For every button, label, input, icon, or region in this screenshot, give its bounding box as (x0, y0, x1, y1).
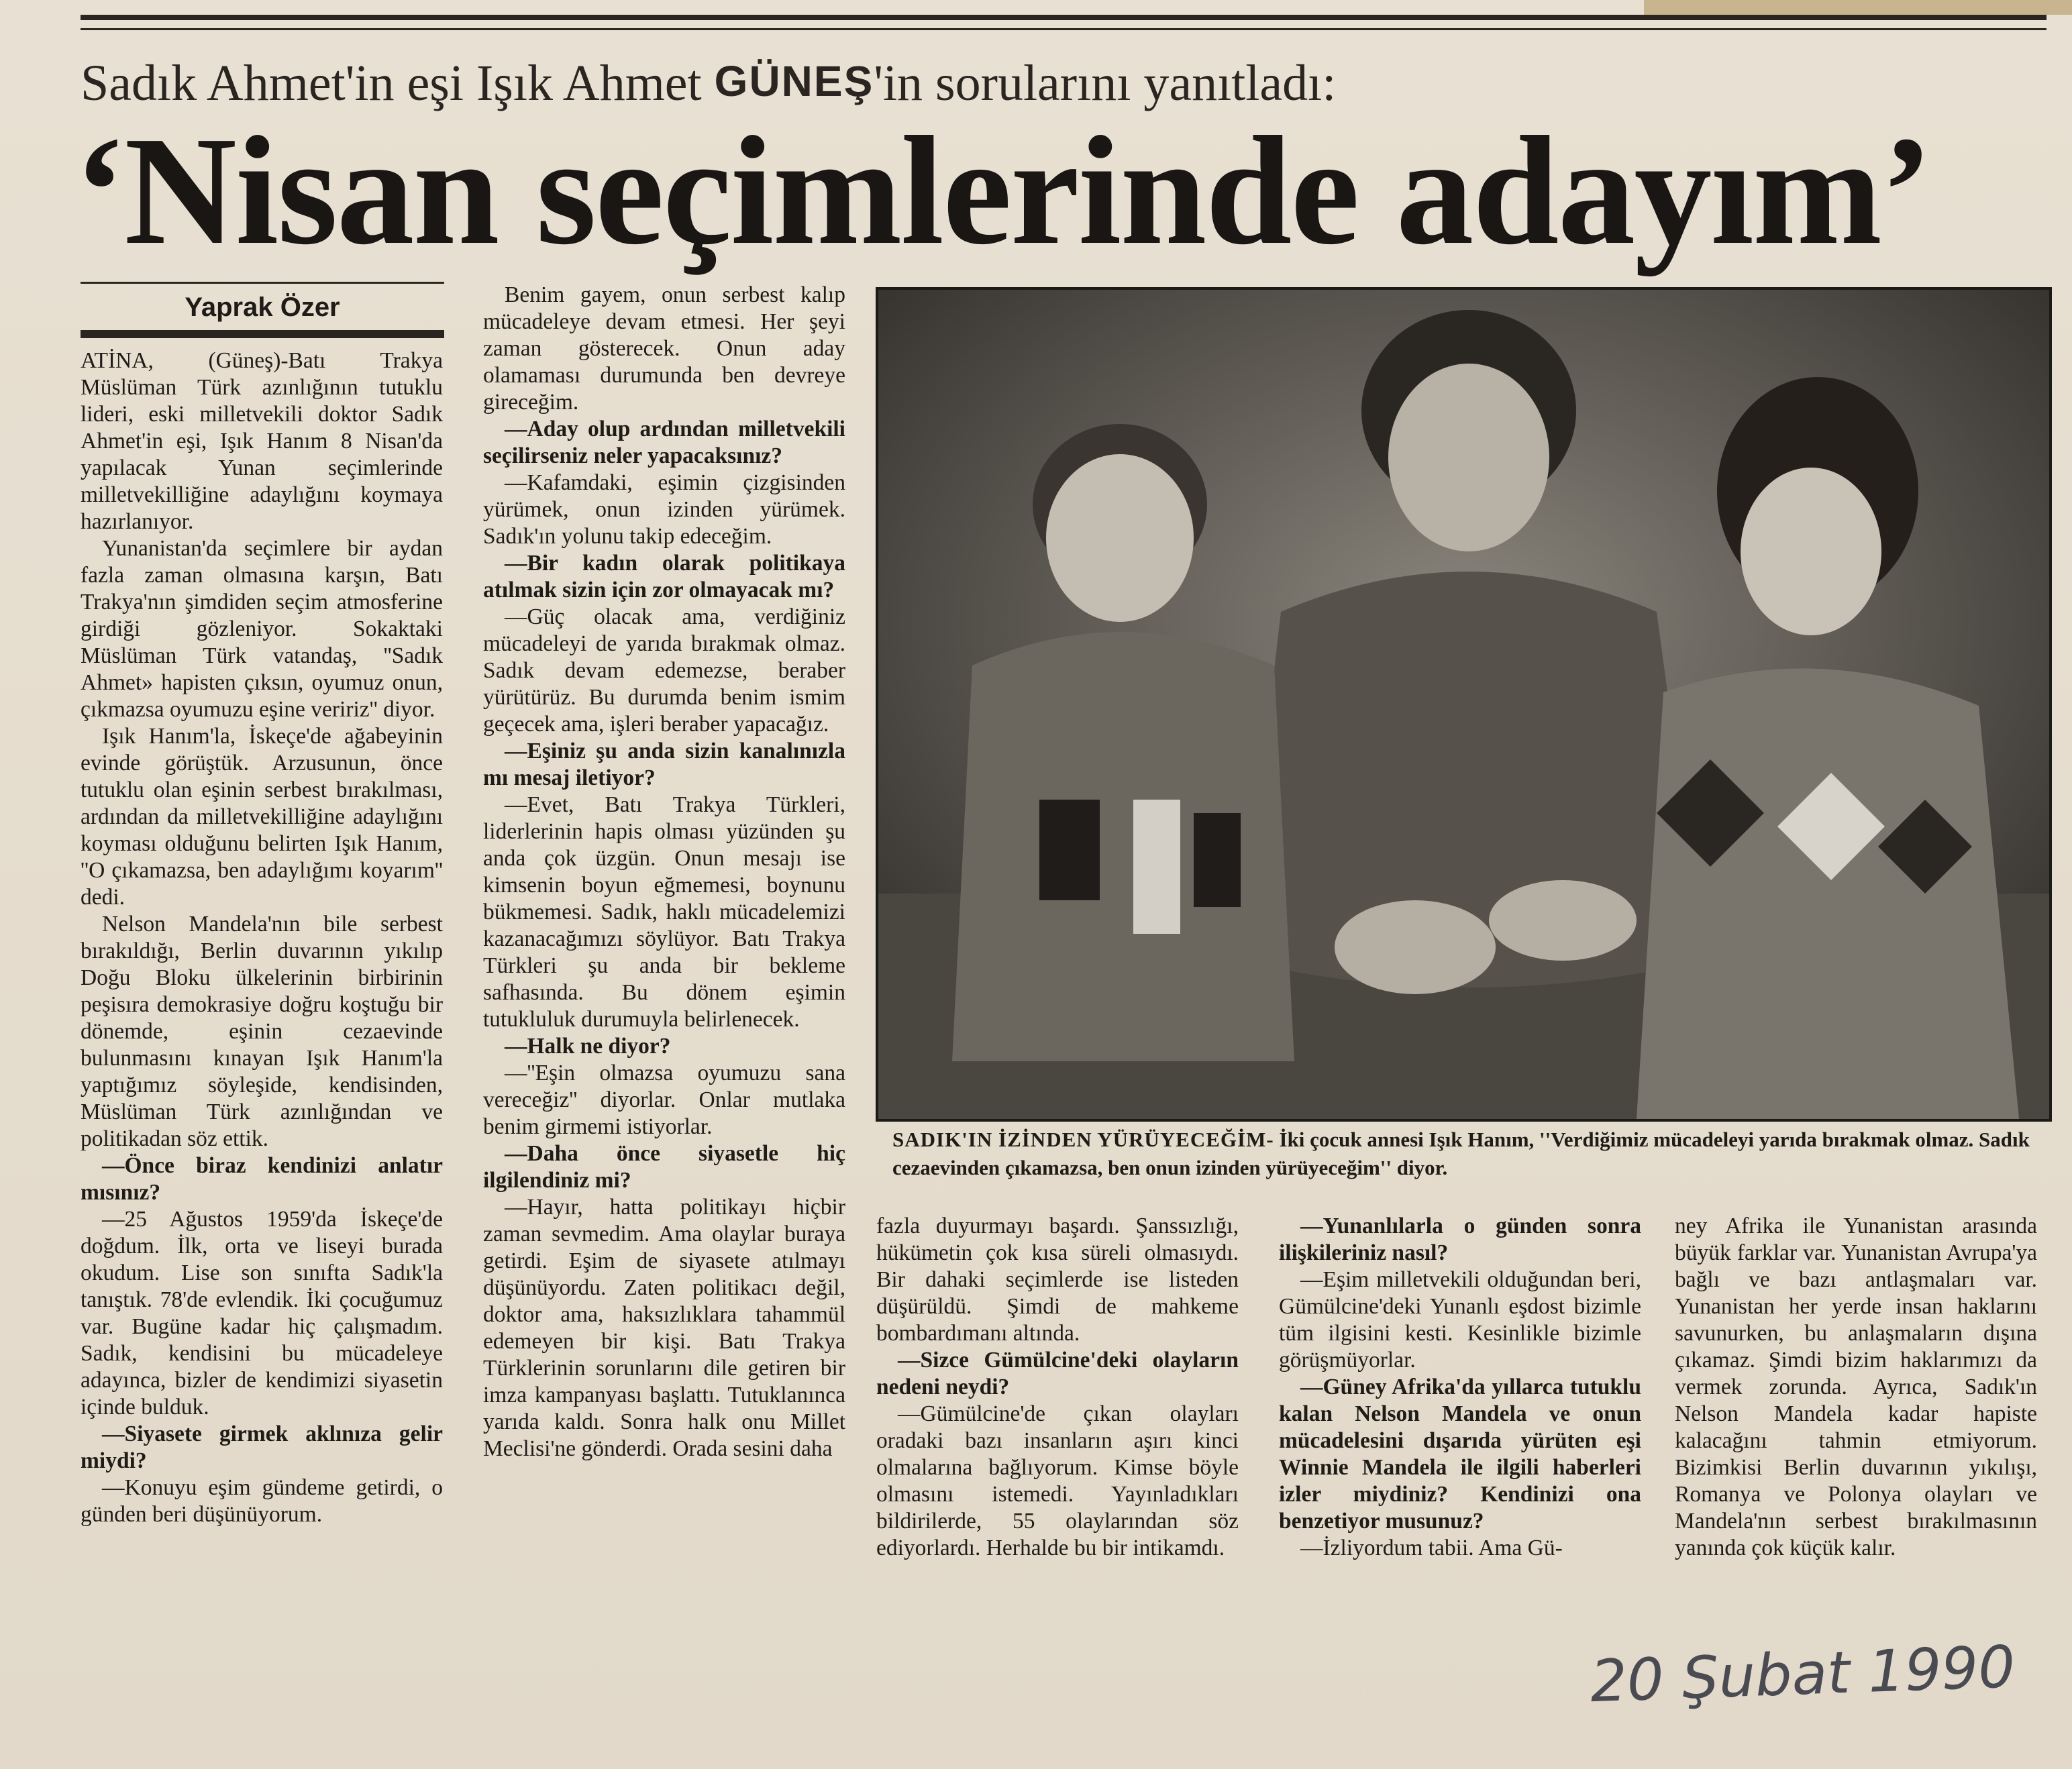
girl-sweater (1637, 668, 2019, 1119)
hand-left (1335, 900, 1496, 994)
interview-question: —Bir kadın olarak politikaya atılmak sizin için zor olmayacak mı? (483, 551, 845, 602)
photo-caption-lead: SADIK'IN İZİNDEN YÜRÜYECEĞİM- (892, 1128, 1274, 1151)
article-paragraph: —Eşim milletvekili olduğundan beri, Gümülcine'deki Yunanlı eşdost bizimle tüm ilgisini kesti. Kesinlikle bizimle görüşmüyorlar. (1279, 1267, 1641, 1373)
paper-scrap (1644, 0, 2072, 15)
interview-question: —Sizce Gümülcine'deki olayların nedeni neydi? (876, 1348, 1239, 1399)
article-paragraph: —Konuyu eşim gündeme getirdi, o günden beri düşünüyorum. (81, 1475, 443, 1527)
hand-right (1489, 880, 1637, 961)
mother-face (1388, 364, 1549, 551)
family-photo (876, 287, 2052, 1122)
byline-rule-bottom (81, 330, 444, 338)
article-paragraph: Işık Hanım'la, İskeçe'de ağabeyinin evinde görüştük. Arzusunun, önce tutuklu olan eşinin serbest bırakılması, ardından da milletvekilliğine adaylığını koyması olduğunu belirten Işık Hanım, ''O çıkamazsa, ben adaylığımı koyarım'' dedi. (81, 724, 443, 910)
article-column-4 (1279, 1213, 1641, 1609)
interview-question: —Daha önce siyasetle hiç ilgilendiniz mi? (483, 1141, 845, 1193)
article-column-5 (1675, 1213, 2037, 1609)
article-paragraph: —''Eşin olmazsa oyumuzu sana vereceğiz'' diyorlar. Onlar mutlaka benim girmemi istiyorlar. (483, 1061, 845, 1139)
article-paragraph: —Güç olacak ama, verdiğiniz mücadeleyi de yarıda bırakmak olmaz. Sadık devam edemezse, beraber yürütürüz. Bu durumda benim ismim geçecek ama, işleri beraber yapacağız. (483, 604, 845, 737)
article-paragraph: —Hayır, hatta politikayı hiçbir zaman sevmedim. Ama olaylar buraya getirdi. Eşim de siyasete atılmayı düşünüyordu. Zaten politikacı değil, doktor ama, haksızlıklara tahammül edemeyen bir kişi. Batı Trakya Türklerinin sorunlarını dile getiren bir imza kampanyası başlattı. Tutuklanınca yarıda kaldı. Sonra halk onu Millet Meclisi'ne gönderdi. Orada sesini daha (483, 1195, 845, 1461)
article-paragraph: Nelson Mandela'nın bile serbest bırakıldığı, Berlin duvarının yıkılıp Doğu Bloku ülkelerinin birbirinin peşisıra demokrasiye doğru koştuğu bir dönemde, eşinin cezaevinde bulunmasını kınayan Işık Hanım'la yaptığımız söyleşide, kendisinden, Müslüman Türk azınlığından ve politikadan söz ettik. (81, 912, 443, 1151)
kicker-text-before: Sadık Ahmet'in eşi Işık Ahmet (81, 55, 715, 111)
handwritten-date: 20 Şubat 1990 (1589, 1633, 2016, 1716)
article-column-2 (483, 282, 845, 1609)
headline: ‘Nisan seçimlerinde adayım’ (74, 105, 1932, 277)
article-paragraph: —Gümülcine'de çıkan olayları oradaki bazı insanların aşırı kinci olmalarına bağlıyorum. Kimse böyle olmasını istemedi. Yayınladıkları bildirilerde, 55 olaylarından söz ediyorlardı. Herhalde bu bir intikamdı. (876, 1401, 1239, 1560)
boy-face (1046, 454, 1194, 622)
girl-face (1741, 468, 1881, 635)
article-paragraph: —İzliyordum tabii. Ama Gü- (1300, 1536, 1563, 1560)
interview-question: —Aday olup ardından milletvekili seçilirseniz neler yapacaksınız? (483, 417, 845, 468)
interview-question: —Önce biraz kendinizi anlatır mısınız? (81, 1153, 443, 1205)
interview-question: —Siyasete girmek aklınıza gelir miydi? (81, 1422, 443, 1473)
article-paragraph: Yunanistan'da seçimlere bir aydan fazla zaman olmasına karşın, Batı Trakya'nın şimdiden seçim atmosferine girdiği gözleniyor. Sokaktaki Müslüman Türk vatandaş, ''Sadık Ahmet» hapisten çıksın, oyumuz onun, çıkmazsa oyumuzu eşine veririz'' diyor. (81, 536, 443, 722)
byline: Yaprak Özer (185, 292, 340, 322)
article-column-3 (876, 1213, 1239, 1609)
family-photo-illustration (878, 290, 2049, 1119)
top-rule (81, 15, 2047, 20)
article-paragraph: —Evet, Batı Trakya Türkleri, liderlerinin hapis olması yüzünden şu anda çok üzgün. Onun mesajı ise kimsenin boyun eğmemesi, boynunu bükmemesi. Sadık, haklı mücadelemizi kazanacağımızı söylüyor. Batı Trakya Türkleri şu anda bir bekleme safhasında. Bu dönem eşimin tutukluluk durumuyla belirlenecek. (483, 792, 845, 1032)
article-paragraph: ATİNA, (Güneş)-Batı Trakya Müslüman Türk azınlığının tutuklu lideri, eski milletvekili doktor Sadık Ahmet'in eşi, Işık Hanım 8 Nisan'da yapılacak Yunan seçimlerinde milletvekilliğine adaylığını koymaya hazırlanıyor. (81, 348, 443, 534)
boy-sweater (952, 632, 1294, 1061)
interview-question: —Eşiniz şu anda sizin kanalınızla mı mesaj iletiyor? (483, 739, 845, 790)
article-column-1 (81, 347, 443, 1609)
interview-question: —Güney Afrika'da yıllarca tutuklu kalan Nelson Mandela ve onun mücadelesini dışarıda yürüten eşi Winnie Mandela ile ilgili haberleri izler miydiniz? Kendinizi ona benzetiyor musunuz? (1279, 1375, 1641, 1534)
gunes-logo: GÜNEŞ (714, 57, 874, 105)
kicker-text-after: 'in sorularını yanıtladı: (874, 55, 1337, 111)
interview-question: —Yunanlılarla o günden sonra ilişkileriniz nasıl? (1279, 1214, 1641, 1265)
article-paragraph: Benim gayem, onun serbest kalıp mücadeleye devam etmesi. Her şeyi zaman gösterecek. Onun aday olamaması durumunda ben devreye gireceğim. (483, 282, 845, 415)
article-paragraph: —Kafamdaki, eşimin çizgisinden yürümek, onun izinden yürümek. Sadık'ın yolunu takip edeceğim. (483, 470, 845, 549)
photo-caption-body: İki çocuk annesi Işık Hanım, ''Verdiğimiz mücadeleyi yarıda bırakmak olmaz. Sadık cezaevinden çıkamazsa, ben onun izinden yürüyeceğim'' diyor. (892, 1128, 2030, 1179)
article-paragraph: fazla duyurmayı başardı. Şanssızlığı, hükümetin çok kısa süreli olmasıydı. Bir dahaki seçimlerde ise listeden düşürüldü. Şimdi de mahkeme bombardımanı altında. (876, 1214, 1239, 1346)
interview-question: —Halk ne diyor? (505, 1034, 671, 1059)
article-paragraph: —25 Ağustos 1959'da İskeçe'de doğdum. İlk, orta ve liseyi burada okudum. Lise son sınıfta Sadık'la tanıştık. 78'de evlendik. İki çocuğumuz var. Bugüne kadar hiç çalışmadım. Sadık, kendisini bu mücadeleye adayınca, bizler de kendimizi siyasetin içinde bulduk. (81, 1207, 443, 1419)
byline-rule-top (81, 282, 444, 284)
top-rule-thin (81, 28, 2047, 30)
article-paragraph: ney Afrika ile Yunanistan arasında büyük farklar var. Yunanistan Avrupa'ya bağlı ve bazı antlaşmaları var. Yunanistan her yerde insan haklarını savunurken, bu anlaşmaların dışına çıkamaz. Şimdi bizim haklarımızı da vermek zorunda. Ayrıca, Sadık'ın Nelson Mandela kadar hapiste kalacağını tahmin etmiyorum. Bizimkisi Berlin duvarının yıkılışı, Romanya ve Polonya olayları ve Mandela'nın serbest bırakılmasının yanında çok küçük kalır. (1675, 1214, 2037, 1560)
photo-caption (892, 1126, 2033, 1199)
